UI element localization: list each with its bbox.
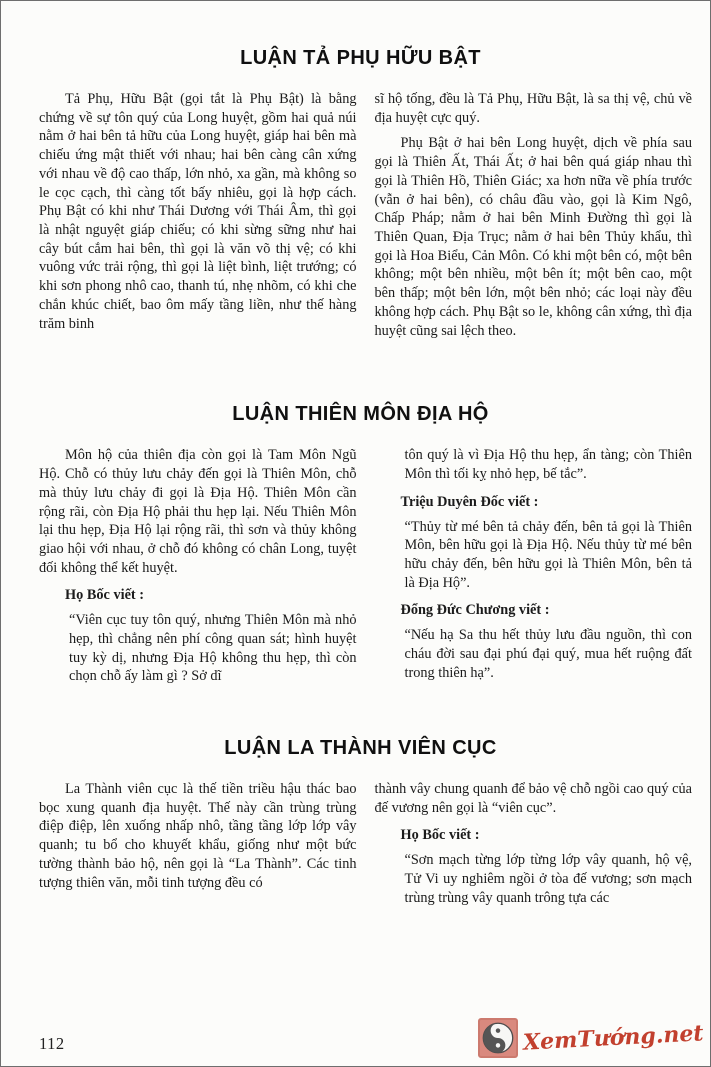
paragraph: “Sơn mạch từng lớp từng lớp vây quanh, hộ vệ, Tử Vi uy nghiêm ngồi ở tòa đế vương; sơn mạch trùng trùng vây quanh trông tựa các xyxy=(404,852,692,906)
paragraph: thành vây chung quanh để bảo vệ chỗ ngồi cao quý của đế vương nên gọi là “viên cục”. xyxy=(374,780,692,816)
page-number: 112 xyxy=(39,1034,65,1053)
section-title: LUẬN TẢ PHỤ HỮU BẬT xyxy=(240,47,481,69)
right-column xyxy=(375,90,693,347)
yin-yang-badge xyxy=(478,1018,518,1058)
page-body xyxy=(1,1,710,914)
two-column-text xyxy=(39,446,692,693)
author-label: Họ Bốc viết : xyxy=(400,827,480,844)
paragraph: Môn hộ của thiên địa còn gọi là Tam Môn Ngũ Hộ. Chỗ có thủy lưu chảy đến gọi là Thiên Môn, chỗ mà thủy lưu chảy đi gọi là Địa Hộ. Thiên Môn cần rộng rãi, còn Địa Hộ phải thu hẹp lại. Nếu Thiên Môn lại thu hẹp, Địa Hộ lại rộng rãi, thì sơn và thủy không giao hội với nhau, ở chỗ đó không có chân Long, tuyệt đối không thể kết huyệt. xyxy=(39,447,357,576)
left-column xyxy=(39,780,357,914)
left-column xyxy=(39,90,357,347)
right-column xyxy=(375,446,693,693)
two-column-text xyxy=(39,90,692,347)
author-label: Đổng Đức Chương viết : xyxy=(400,602,550,619)
left-column xyxy=(39,446,357,693)
yin-yang-icon xyxy=(482,1022,514,1054)
author-label: Họ Bốc viết : xyxy=(65,587,145,604)
section-thien-mon-dia-ho xyxy=(39,403,692,693)
section-ta-phu-huu-bat xyxy=(39,47,692,347)
paragraph: Phụ Bật ở hai bên Long huyệt, dịch về phía sau gọi là Thiên Ất, Thái Ất; ở hai bên quá giáp nhau thì gọi là Thiên Hồ, Thiên Giác; xa hơn nữa về phía trước (vẫn ở hai bên), có châu đầu vào, gọi là Kim Ngô, Chấp Pháp; nằm ở hai bên Minh Đường thì gọi là Thiên Quan, Địa Trục; nằm ở hai bên Thủy khẩu, thì gọi là Hoa Biểu, Cản Môn. Có khi một bên có, một bên không; một bên nhiều, một bên ít; một bên cao, một bên thấp; một bên lớn, một bên nhỏ; các loại này đều không hợp cách. Phụ Bật so le, không cân xứng, thì địa huyệt cũng sai lệch theo. xyxy=(374,135,692,339)
paragraph: tôn quý là vì Địa Hộ thu hẹp, ẩn tàng; còn Thiên Môn thì tối kỵ nhỏ hẹp, bế tắc”. xyxy=(404,447,692,483)
right-column xyxy=(375,780,693,914)
two-column-text xyxy=(39,780,692,914)
section-title: LUẬN LA THÀNH VIÊN CỤC xyxy=(224,736,497,759)
paragraph: “Thủy từ mé bên tả chảy đến, bên tả gọi là Thiên Môn, bên hữu gọi là Địa Hộ. Nếu thủy từ mé bên hữu chảy đến, bên hữu gọi là Thiên Môn, bên tả là Địa Hộ”. xyxy=(404,518,692,591)
watermark-text: XemTướng.net xyxy=(522,1020,705,1056)
paragraph: Tả Phụ, Hữu Bật (gọi tắt là Phụ Bật) là bằng chứng về sự tôn quý của Long huyệt, gồm hai quả núi nằm ở hai bên tả hữu của Long huyệt, giáp hai bên mà chiếu ứng mật thiết với nhau; hai bên càng cân xứng với nhau về độ cao thấp, lớn nhỏ, xa gần, mà không so le cọc cạch, thì càng tốt bấy nhiêu, gọi là hợp cách. Phụ Bật có khi như Thái Dương với Thái Âm, thì gọi là nhật nguyệt giáp chiếu; có khi sừng sững như hai cây bút cắm hai bên, thì gọi là văn võ thị vệ; có khi vuông vức trải rộng, thì gọi là liệt bình, liệt trướng; có khi sơn phong nhô cao, thanh tú, nhẹ nhõm, có khi che chắn khúc chiết, bao ôm mấy tầng liền, như thế hàng trăm binh xyxy=(39,91,357,332)
paragraph: La Thành viên cục là thế tiền triều hậu thác bao bọc xung quanh địa huyệt. Thế này cần trùng trùng điệp điệp, lên xuống nhấp nhô, tầng tầng lớp lớp vây quanh; tu bổ cho khuyết khẩu, giống như một bức tường thành bảo hộ, nên gọi là “La Thành”. Các tinh tượng thiên văn, mỗi tinh tượng đều có xyxy=(39,780,357,891)
watermark xyxy=(478,1018,704,1058)
section-title: LUẬN THIÊN MÔN ĐỊA HỘ xyxy=(232,403,489,426)
section-la-thanh-vien-cuc xyxy=(39,737,692,914)
paragraph: “Nếu hạ Sa thu hết thủy lưu đầu nguồn, thì con cháu đời sau đại phú đại quý, mua hết ruộng đất trong thiên hạ”. xyxy=(404,627,692,681)
author-label: Triệu Duyên Đốc viết : xyxy=(400,493,539,510)
paragraph: “Viên cục tuy tôn quý, nhưng Thiên Môn mà nhỏ hẹp, thì chẳng nên phí công quan sát; hình huyệt tuy kỳ dị, nhưng Địa Hộ không thu hẹp, thì còn chọn chỗ ấy làm gì ? Sở dĩ xyxy=(69,612,357,685)
paragraph: sĩ hộ tống, đều là Tả Phụ, Hữu Bật, là sa thị vệ, chủ về địa huyệt cực quý. xyxy=(374,91,692,126)
